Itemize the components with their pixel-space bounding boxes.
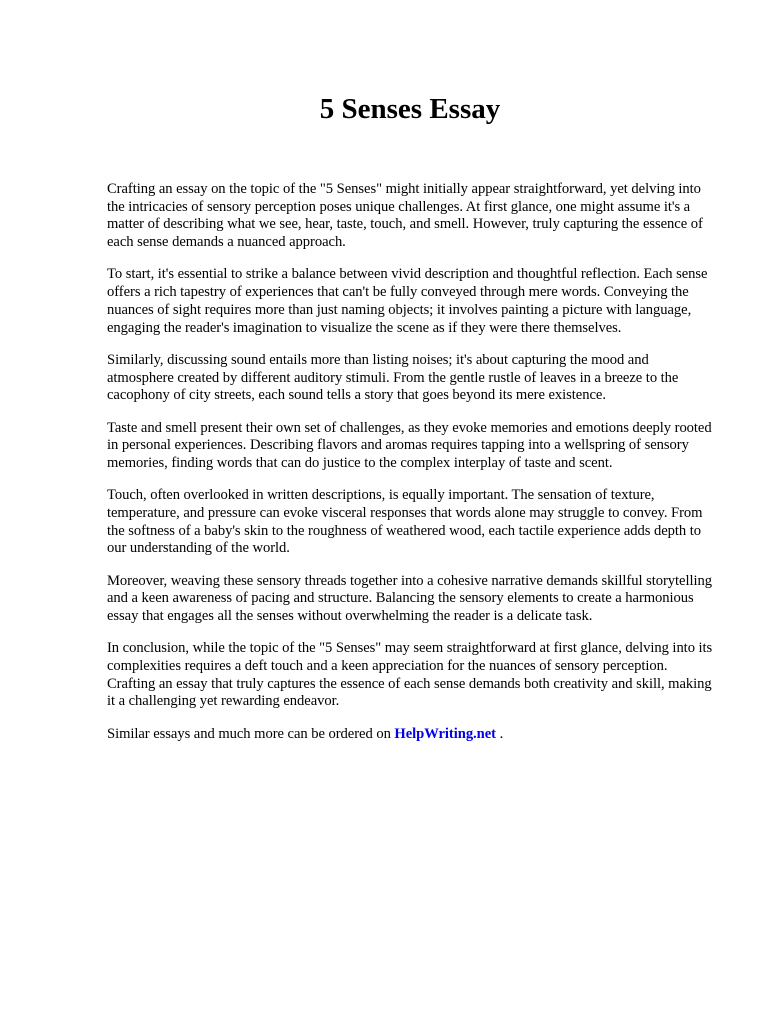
essay-paragraph-4: Taste and smell present their own set of challenges, as they evoke memories and emotions deeply rooted in personal experiences. Describing flavors and aromas requires tapping into a wellspring of sensory memories, finding words that can do justice to the complex interplay of taste and scent. (107, 419, 712, 471)
essay-paragraph-5: Touch, often overlooked in written descriptions, is equally important. The sensation of texture, temperature, and pressure can evoke visceral responses that words alone may struggle to convey. From the softness of a baby's skin to the roughness of weathered wood, each tactile experience adds depth to our understanding of the world. (107, 487, 703, 557)
helpwriting-link[interactable]: HelpWriting.net (394, 725, 496, 742)
essay-paragraph-3: Similarly, discussing sound entails more than listing noises; it's about capturing the mood and atmosphere created by different auditory stimuli. From the gentle rustle of leaves in a breeze to the cacophony of city streets, each sound tells a story that goes beyond its mere existence. (107, 351, 679, 404)
essay-paragraph-2: To start, it's essential to strike a balance between vivid description and thoughtful reflection. Each sense offers a rich tapestry of experiences that can't be fully conveyed through mere words. Conveying the nuances of sight requires more than just naming objects; it involves painting a picture with language, engaging the reader's imagination to visualize the scene as if they were there themselves. (107, 266, 708, 336)
essay-paragraph-6: Moreover, weaving these sensory threads together into a cohesive narrative demands skillful storytelling and a keen awareness of pacing and structure. Balancing the sensory elements to create a harmonious essay that engages all the senses without overwhelming the reader is a delicate task. (107, 572, 712, 625)
footer-line (107, 726, 719, 744)
footer-prefix: Similar essays and much more can be ordered on (107, 725, 395, 742)
essay-body (107, 181, 719, 758)
essay-paragraph-7: In conclusion, while the topic of the "5 Senses" may seem straightforward at first glance, delving into its complexities requires a deft touch and a keen appreciation for the nuances of sensory perception. Crafting an essay that truly captures the essence of each sense demands both creativity and skill, making it a challenging yet rewarding endeavor. (107, 640, 713, 710)
page-title: 5 Senses Essay (319, 93, 501, 125)
footer-suffix: . (495, 725, 504, 742)
essay-paragraph-1: Crafting an essay on the topic of the "5 Senses" might initially appear straightforward, yet delving into the intricacies of sensory perception poses unique challenges. At first glance, one might assume it's a matter of describing what we see, hear, taste, touch, and smell. However, truly capturing the essence of each sense demands a nuanced approach. (107, 181, 703, 251)
